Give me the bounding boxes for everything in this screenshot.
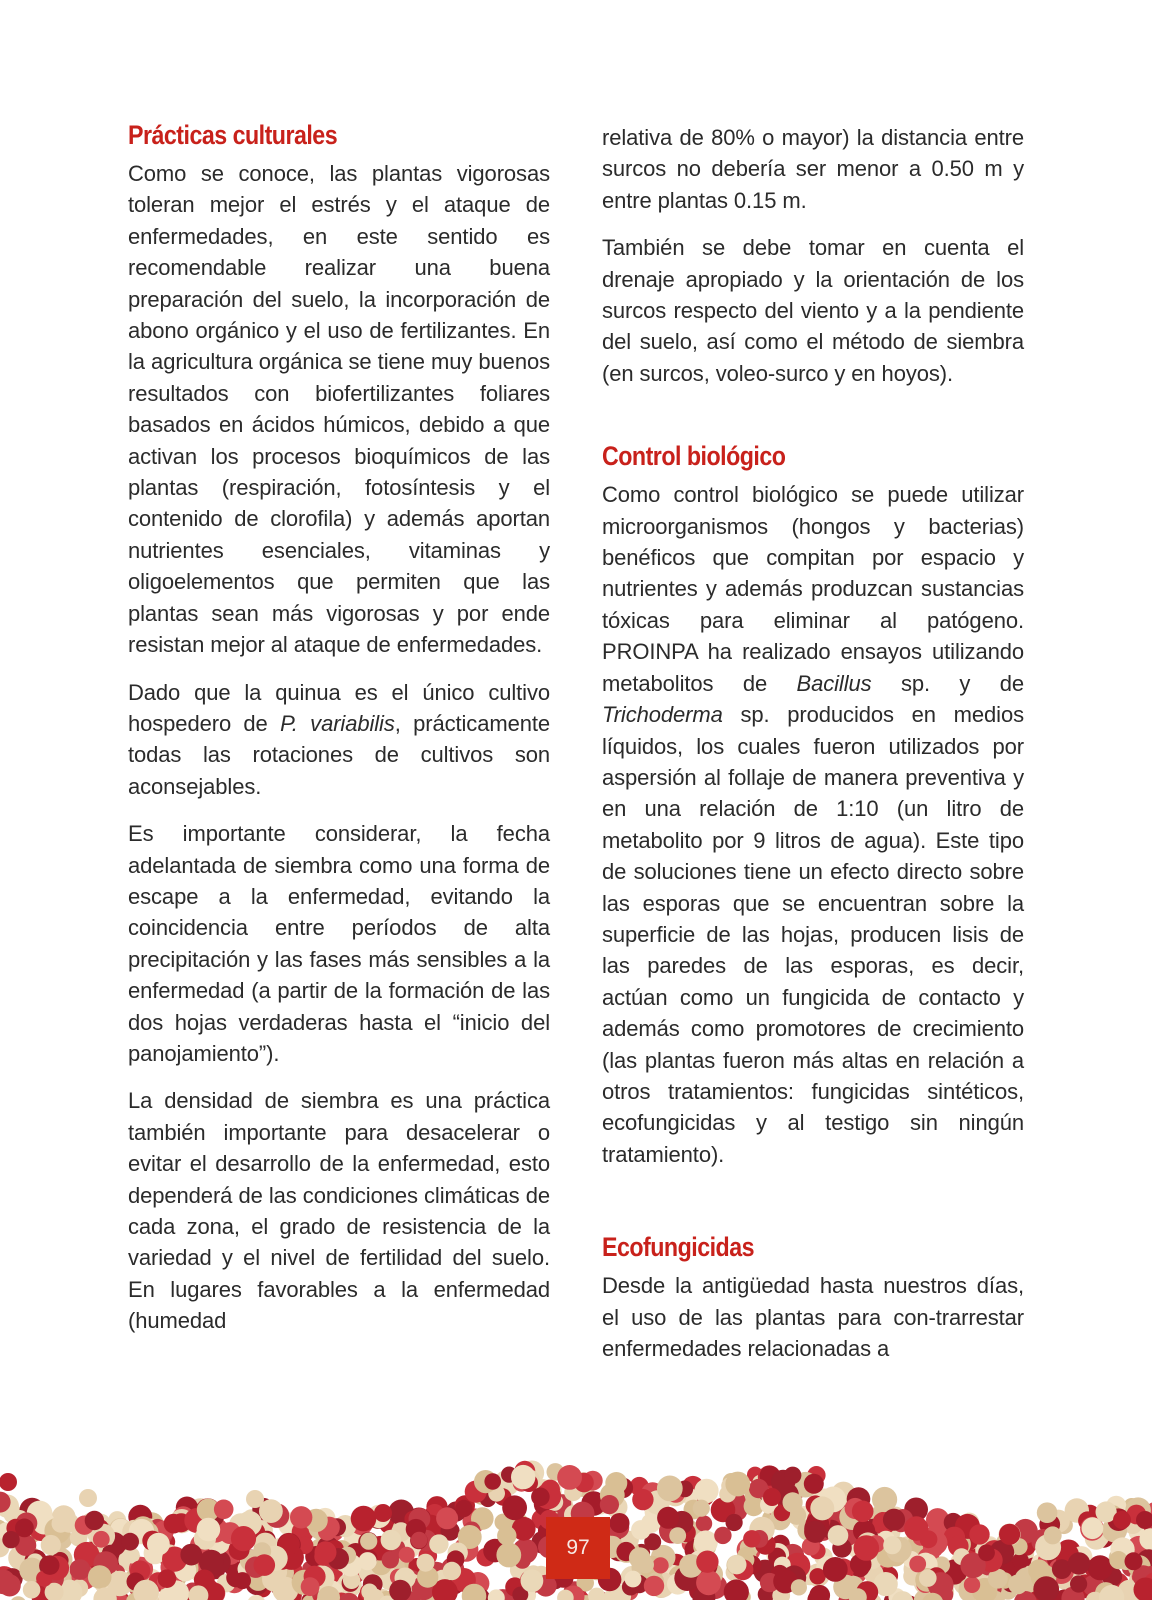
quinoa-grain [696,1515,712,1531]
quinoa-grain [164,1514,184,1534]
quinoa-grain [1113,1511,1131,1529]
quinoa-grain [828,1525,849,1546]
quinoa-grain [610,1513,630,1533]
quinoa-grain [1070,1575,1087,1592]
quinoa-grain [234,1572,251,1589]
quinoa-grain [726,1514,743,1531]
quinoa-grain [854,1535,880,1561]
quinoa-grain [852,1501,874,1523]
quinoa-grain [644,1576,664,1596]
quinoa-grain [381,1530,402,1551]
quinoa-grain [791,1579,807,1595]
text-run: Dado que la quinua es el único cultivo hospedero de [128,679,550,736]
quinoa-grain [964,1577,980,1593]
quinoa-grain [511,1465,535,1489]
paragraph: Como se conoce, las plantas vigorosas toleran mejor el estrés y el ataque de enfermedades, en este sentido es recomendable realizar una buena preparación del suelo, la incorporación de abono orgánico y el uso de fertilizantes. En la agricultura orgánica se tiene muy buenos resultados con biofertilizantes foliares basados en ácidos húmicos, debido a que activan los procesos bioquímicos de las plantas (respiración, fotosíntesis y el contenido de clorofila) y además aportan nutrientes esenciales, vitaminas y oligoelementos que permiten que las plantas sean más vigorosas y por ende resistan mejor al ataque de enfermedades. [128,161,550,658]
quinoa-grain [85,1511,104,1530]
page-number: 97 [546,1517,610,1579]
quinoa-grain [502,1495,527,1520]
quinoa-grain [625,1571,642,1588]
quinoa-grain [557,1465,582,1490]
quinoa-grain [41,1535,61,1555]
right-column [602,122,1024,1364]
text-run: sp. y de [871,670,1024,696]
quinoa-grain [455,1500,472,1517]
quinoa-grain [497,1526,516,1545]
quinoa-grain [443,1562,461,1580]
quinoa-grain [429,1534,448,1553]
quinoa-grain [978,1544,995,1561]
left-column [128,118,550,1337]
quinoa-grain [693,1500,710,1517]
quinoa-grain [436,1507,458,1529]
quinoa-grain [93,1531,110,1548]
quinoa-grain [919,1569,937,1587]
text-run: Como control biológico se puede utilizar microorganismos (hongos y bacterias) benéficos que compitan por espacio y nutrientes y además produzcan sustancias tóxicas para eliminar al patógeno. PROINPA ha realizado ensayos utilizando metabolitos de [602,482,1024,696]
quinoa-grain [360,1533,377,1550]
quinoa-grain [253,1554,275,1576]
quinoa-grain [70,1559,91,1580]
quinoa-grain [600,1495,619,1514]
section-heading-ecofungicidas: Ecofungicidas [602,1232,754,1263]
quinoa-grain [301,1577,320,1596]
quinoa-grain [743,1530,760,1547]
quinoa-grain [725,1472,750,1497]
paragraph: La densidad de siembra es una práctica también importante para desacelerar o evitar el desarrollo de la enfermedad, esto dependerá de las condiciones climáticas de cada zona, el grado de resistencia de la variedad y el nivel de fertilidad del suelo. En lugares favorables a la enfermedad (humedad [128,1088,550,1334]
quinoa-grain [909,1556,926,1573]
paragraph: Desde la antigüedad hasta nuestros días, el uso de las plantas para con-trarrestar enfermedades relacionadas a [602,1273,1024,1361]
quinoa-grain [496,1543,521,1568]
species-name: Trichoderma [602,702,723,728]
quinoa-grain [883,1536,901,1554]
quinoa-grain [382,1551,399,1568]
quinoa-grain [696,1570,721,1595]
quinoa-grain [637,1556,654,1573]
quinoa-grain [40,1556,59,1575]
quinoa-grain [1008,1574,1028,1594]
quinoa-grain [696,1551,718,1573]
quinoa-grain [727,1555,746,1574]
paragraph: También se debe tomar en cuenta el drenaje apropiado y la orientación de los surcos respecto del viento y a la pendiente del suelo, así como el método de siembra (en surcos, voleo-surco y en hoyos). [602,235,1024,386]
quinoa-grain [904,1516,928,1540]
quinoa-grain [484,1473,501,1490]
quinoa-grain [804,1474,824,1494]
section-heading-practicas-culturales: Prácticas culturales [128,120,338,150]
quinoa-grain [1068,1552,1090,1574]
paragraph [602,479,1024,1170]
paragraph: Es importante considerar, la fecha adelantada de siembra como una forma de escape a la enfermedad, evitando la coincidencia entre períodos de alta precipitación y las fases más sensibles a la enfermedad (a partir de la formación de las dos hojas verdaderas hasta el “inicio del panojamiento”). [128,821,550,1066]
quinoa-grain [657,1476,683,1502]
quinoa-grain [1088,1555,1113,1580]
quinoa-grain [669,1527,686,1544]
quinoa-grain [315,1541,337,1563]
quinoa-grain [88,1565,112,1589]
quinoa-grain [147,1533,170,1556]
quinoa-grain [872,1487,897,1512]
quinoa-grain [374,1504,392,1522]
species-name: P. variabilis [280,710,395,736]
text-run: sp. producidos en medios líquidos, los cuales fueron utilizados por aspersión al follaje de manera preventiva y en una relación de 1:10 (un litro de metabolito por 9 litros de agua). Este tipo de soluciones tiene un efecto directo sobre las esporas que se encuentran sobre la superficie de las hojas, producen lisis de las paredes de las esporas, es decir, actúan como un fungicida de contacto y además como promotores de crecimiento (las plantas fueron más altas en relación a otros tratamientos: fungicidas sintéticos, ecofungicidas y al testigo sin ningún tratamiento). [602,702,1024,1167]
quinoa-grain [417,1554,435,1572]
quinoa-grain [763,1488,781,1506]
quinoa-grain [158,1569,177,1588]
quinoa-grain [809,1585,830,1600]
quinoa-grain [631,1520,651,1540]
continued-text [602,122,1024,389]
quinoa-grain [632,1489,653,1510]
quinoa-grain [969,1524,989,1544]
quinoa-grain [521,1569,544,1592]
quinoa-grain [783,1492,803,1512]
quinoa-grain [810,1496,834,1520]
quinoa-grain [351,1506,377,1532]
quinoa-grain [231,1526,256,1551]
species-name: Bacillus [796,670,872,696]
quinoa-grain [657,1507,679,1529]
quinoa-grain [823,1557,848,1582]
quinoa-grain [1044,1526,1062,1544]
quinoa-grain [121,1533,139,1551]
quinoa-grain [0,1473,17,1491]
quinoa-grain [784,1467,801,1484]
quinoa-grain [79,1489,97,1507]
quinoa-grain [290,1506,312,1528]
section-heading-control-biologico: Control biológico [602,441,786,472]
quinoa-grain [804,1521,826,1543]
quinoa-grain [1037,1502,1058,1523]
quinoa-grain [724,1579,749,1600]
quinoa-grain [399,1547,415,1563]
quinoa-grain [411,1532,428,1549]
quinoa-grain [531,1488,550,1507]
quinoa-grain [10,1596,26,1600]
quinoa-grain [52,1514,70,1532]
quinoa-grain [1125,1552,1143,1570]
quinoa-grain [197,1518,221,1542]
paragraph: relativa de 80% o mayor) la distancia entre surcos no debería ser menor a 0.50 m y entre plantas 0.15 m. [602,125,1024,213]
quinoa-grain [883,1509,905,1531]
quinoa-grain [694,1479,718,1503]
text-run: , prácticamente todas las rotaciones de cultivos son aconsejables. [128,710,550,799]
quinoa-grain [214,1500,234,1520]
quinoa-grain [246,1490,264,1508]
paragraph [128,677,550,803]
quinoa-grain [180,1544,202,1566]
quinoa-grain [2,1531,19,1548]
quinoa-grain [653,1557,669,1573]
quinoa-grain [23,1581,41,1599]
quinoa-grain [999,1524,1020,1545]
